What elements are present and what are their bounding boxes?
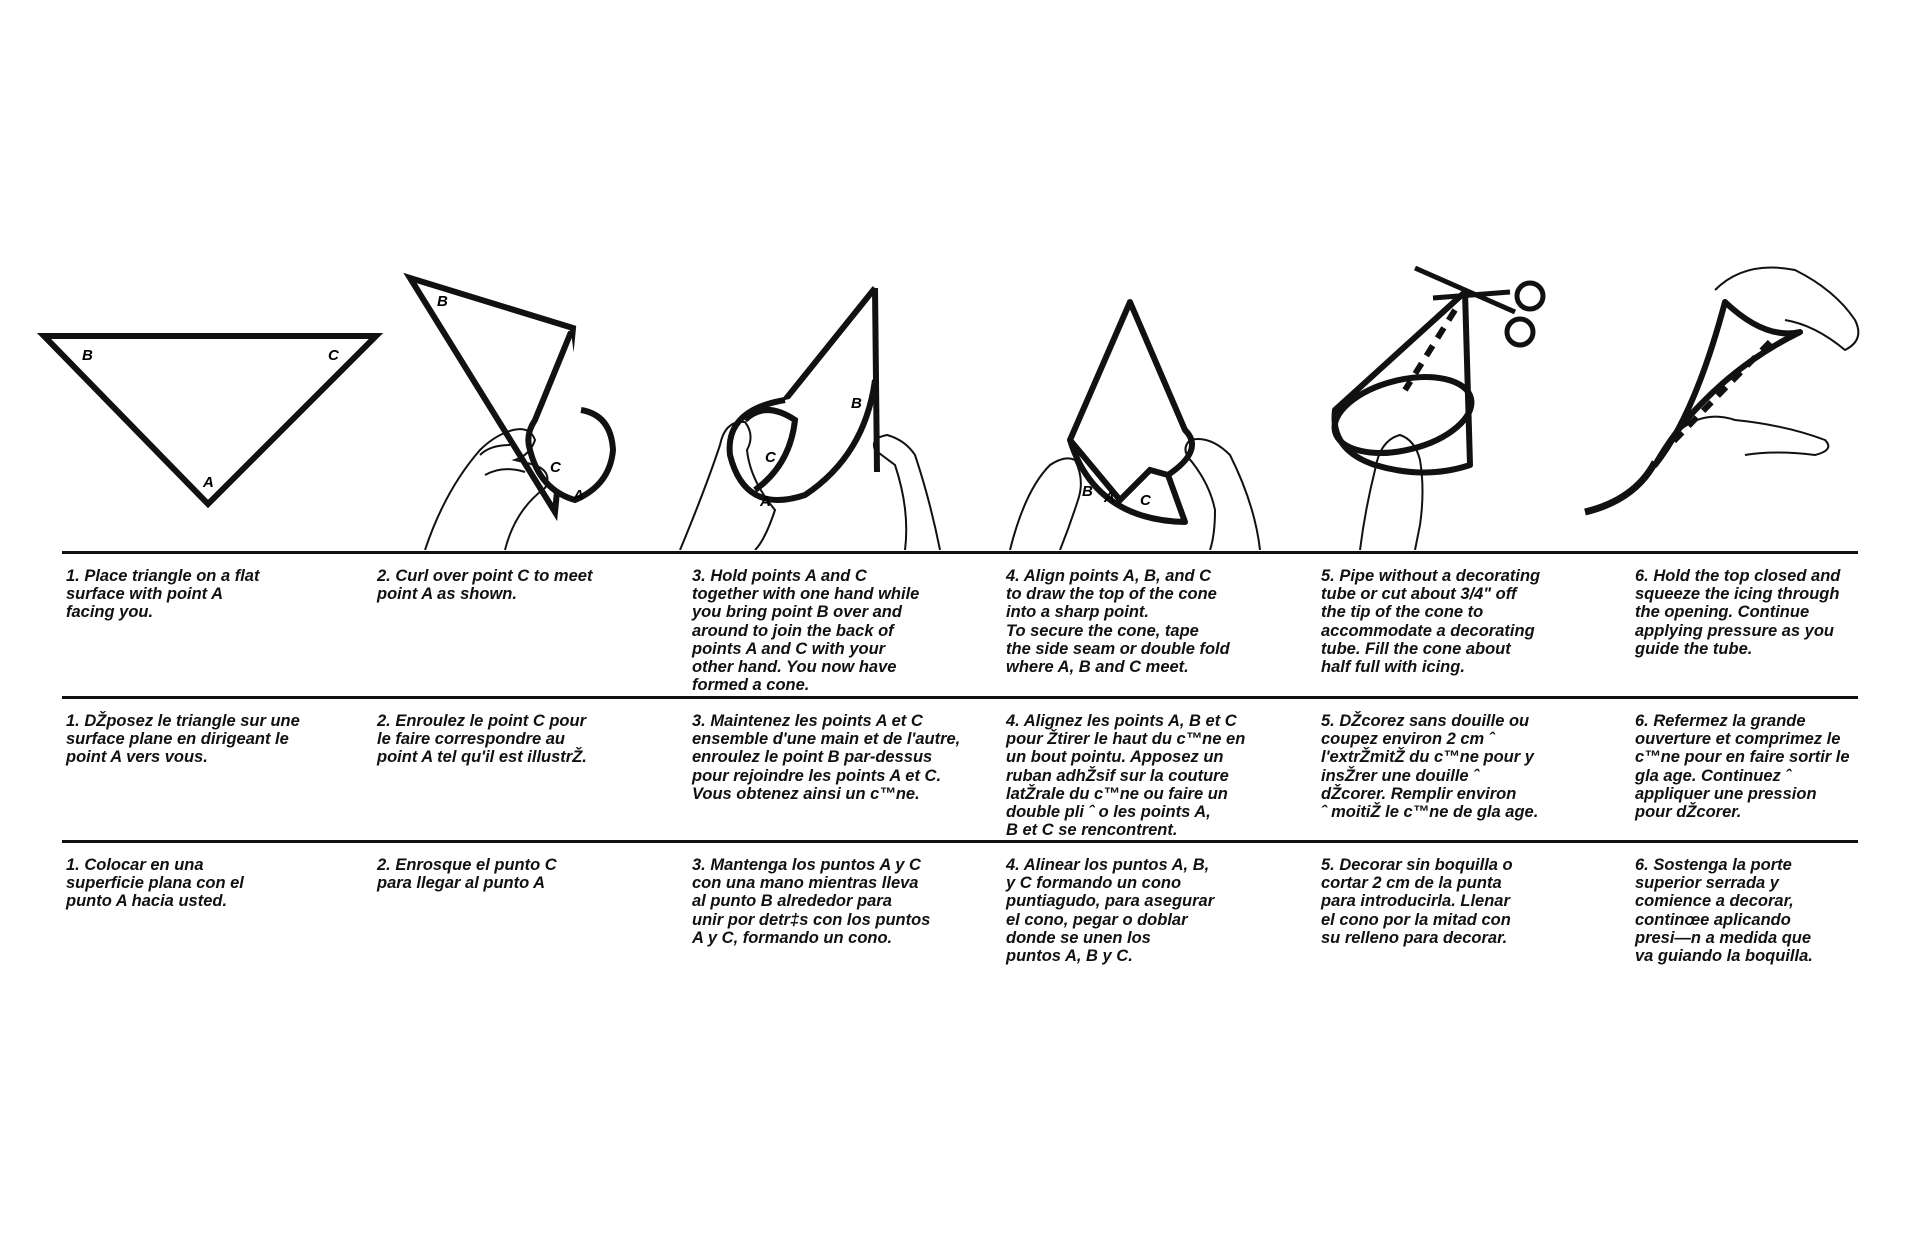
icing-line <box>1585 462 1655 512</box>
step3-english-text: 3. Hold points A and C together with one hand while you bring point B over and around to join the back of points A and C with your other hand. You now have formed a cone. <box>692 567 920 695</box>
step5-cut-illustration <box>1305 250 1575 550</box>
step4-align-illustration <box>1000 250 1270 550</box>
step6-squeeze-illustration <box>1575 250 1875 550</box>
right-hand-outline <box>874 435 940 550</box>
point-a-label: A <box>573 487 584 504</box>
point-c-label: C <box>765 449 776 466</box>
step1-french-text: 1. DŽposez le triangle sur une surface plane en dirigeant le point A vers vous. <box>66 712 300 767</box>
bottom-hand-outline <box>1680 417 1828 455</box>
point-a-label: A <box>1104 489 1115 506</box>
point-b-label: B <box>1082 483 1093 500</box>
point-a-label: A <box>203 474 214 491</box>
point-b-label: B <box>851 395 862 412</box>
step1-english-text: 1. Place triangle on a flat surface with point A facing you. <box>66 567 260 622</box>
step5-english-text: 5. Pipe without a decorating tube or cut about 3/4" off the tip of the cone to accommodate a decorating tube. Fill the cone about half full with icing. <box>1321 567 1541 677</box>
step2-spanish-text: 2. Enrosque el punto C para llegar al punto A <box>377 856 557 893</box>
step1-triangle-illustration <box>30 250 390 520</box>
point-c-label: C <box>1140 492 1151 509</box>
step3-french-text: 3. Maintenez les points A et C ensemble d'une main et de l'autre, enroulez le point B par-dessus pour rejoindre les points A et C. Vous obtenez ainsi un c™ne. <box>692 712 961 803</box>
point-b-label: B <box>82 347 93 364</box>
step4-french-text: 4. Alignez les points A, B et C pour Žtirer le haut du c™ne en un bout pointu. Apposez un ruban adhŽsif sur la couture latŽrale du c™ne ou faire un double pli ˆ o les points A, B et C se rencontrent. <box>1006 712 1246 840</box>
step2-curl-illustration <box>385 250 655 550</box>
step6-english-text: 6. Hold the top closed and squeeze the icing through the opening. Continue applying pressure as you guide the tube. <box>1635 567 1841 658</box>
point-a-label: A <box>760 493 771 510</box>
step5-spanish-text: 5. Decorar sin boquilla o cortar 2 cm de la punta para introducirla. Llenar el cono por la mitad con su relleno para decorar. <box>1321 856 1513 947</box>
left-hand-outline <box>1010 458 1081 550</box>
step6-french-text: 6. Refermez la grande ouverture et comprimez le c™ne pour en faire sortir le gla age. Continuez ˆ appliquer une pression pour dŽcorer. <box>1635 712 1850 822</box>
step4-english-text: 4. Align points A, B, and C to draw the top of the cone into a sharp point. To secure the cone, tape the side seam or double fold where A, B and C meet. <box>1006 567 1230 677</box>
step5-french-text: 5. DŽcorez sans douille ou coupez environ 2 cm ˆ l'extrŽmitŽ du c™ne pour y insŽrer une douille ˆ dŽcorer. Remplir environ ˆ moitiŽ le c™ne de gla age. <box>1321 712 1539 822</box>
step3-hold-illustration <box>665 250 955 550</box>
point-b-label: B <box>437 293 448 310</box>
top-rule <box>62 551 1858 554</box>
step2-english-text: 2. Curl over point C to meet point A as shown. <box>377 567 593 604</box>
step2-french-text: 2. Enroulez le point C pour le faire correspondre au point A tel qu'il est illustrŽ. <box>377 712 587 767</box>
illustration-strip <box>0 250 1920 550</box>
step6-spanish-text: 6. Sostenga la porte superior serrada y comience a decorar, continœe aplicando presi—n a medida que va guiando la boquilla. <box>1635 856 1813 966</box>
french-rule <box>62 696 1858 699</box>
point-c-label: C <box>328 347 339 364</box>
spanish-rule <box>62 840 1858 843</box>
point-c-label: C <box>550 459 561 476</box>
step3-spanish-text: 3. Mantenga los puntos A y C con una mano mientras lleva al punto B alrededor para unir por detr‡s con los puntos A y C, formando un cono. <box>692 856 931 947</box>
step1-spanish-text: 1. Colocar en una superficie plana con el punto A hacia usted. <box>66 856 244 911</box>
step4-spanish-text: 4. Alinear los puntos A, B, y C formando un cono puntiagudo, para asegurar el cono, pegar o doblar donde se unen los puntos A, B y C. <box>1006 856 1215 966</box>
right-hand-outline <box>1185 439 1260 550</box>
